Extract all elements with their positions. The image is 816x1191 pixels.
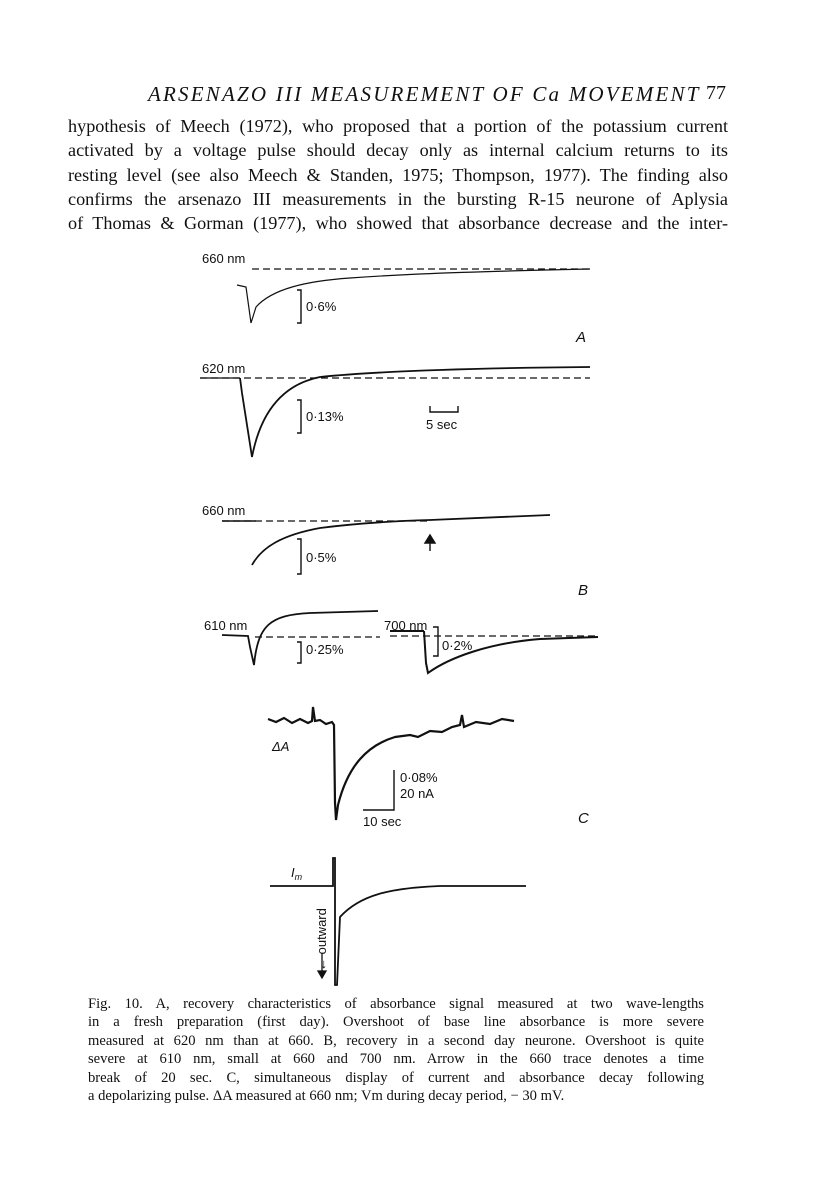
label-a-620-scale: 0·13% bbox=[306, 409, 344, 424]
figure-caption bbox=[88, 995, 704, 1105]
scale-bar-b-660 bbox=[297, 539, 301, 574]
panel-letter-a: A bbox=[576, 329, 587, 346]
label-a-660-scale: 0·6% bbox=[306, 299, 337, 314]
trace-b-660nm bbox=[222, 515, 550, 565]
scale-bar-a-620 bbox=[297, 400, 301, 433]
trace-a-620nm bbox=[200, 367, 590, 457]
label-c-outward: ← outward bbox=[314, 908, 329, 971]
scale-bar-b-700 bbox=[433, 627, 438, 656]
body-paragraph bbox=[68, 114, 728, 235]
caption-line: in a fresh preparation (first day). Overshoot of base line absorbance is more severe bbox=[88, 1014, 704, 1031]
body-line: hypothesis of Meech (1972), who proposed that a portion of the potassium current bbox=[68, 116, 728, 136]
label-c-im-sub: m bbox=[294, 872, 303, 882]
label-c-current-scale: 20 nA bbox=[400, 786, 434, 801]
label-a-620nm: 620 nm bbox=[202, 361, 246, 376]
running-title: ARSENAZO III MEASUREMENT OF Ca MOVEMENT bbox=[148, 82, 701, 106]
label-c-delta-a: ΔA bbox=[272, 739, 290, 754]
trace-a-660nm bbox=[237, 269, 590, 323]
label-c-im bbox=[291, 865, 303, 882]
caption-line: a depolarizing pulse. ΔA measured at 660 nm; Vm during decay period, − 30 mV. bbox=[88, 1088, 565, 1105]
body-line: activated by a voltage pulse should decay only as internal calcium returns to its bbox=[68, 140, 728, 161]
scale-bar-a-660 bbox=[297, 290, 301, 323]
label-c-time-scale: 10 sec bbox=[363, 814, 402, 829]
scale-bar-c bbox=[363, 770, 394, 810]
label-b-660nm: 660 nm bbox=[202, 503, 246, 518]
body-line: of Thomas & Gorman (1977), who showed that absorbance decrease and the inter- bbox=[68, 213, 728, 234]
label-a-time-scale: 5 sec bbox=[426, 417, 458, 432]
caption-line: Fig. 10. A, recovery characteristics of absorbance signal measured at two wave-lengths bbox=[88, 996, 704, 1012]
body-line: confirms the arsenazo III measurements in the bursting R-15 neurone of Aplysia bbox=[68, 188, 728, 209]
caption-line: severe at 610 nm, small at 660 and 700 nm. Arrow in the 660 trace denotes a time bbox=[88, 1051, 704, 1068]
figure-10-traces bbox=[180, 245, 620, 1005]
label-b-700nm: 700 nm bbox=[384, 618, 428, 633]
figure-10 bbox=[180, 245, 620, 1005]
trace-c-absorbance bbox=[268, 707, 514, 820]
label-c-absorbance-scale: 0·08% bbox=[400, 770, 438, 785]
time-scale-bar-a bbox=[430, 406, 458, 412]
page-number: 77 bbox=[706, 82, 726, 104]
panel-letter-c: C bbox=[578, 810, 589, 827]
label-c-im-main: I bbox=[291, 865, 295, 880]
caption-line: measured at 620 nm than at 660. B, recovery in a second day neurone. Overshoot is quite bbox=[88, 1032, 704, 1049]
label-b-610nm: 610 nm bbox=[204, 618, 248, 633]
label-b-700-scale: 0·2% bbox=[442, 638, 473, 653]
label-b-660-scale: 0·5% bbox=[306, 550, 337, 565]
panel-letter-b: B bbox=[578, 582, 589, 599]
time-break-arrow-icon bbox=[425, 535, 435, 551]
label-a-660nm: 660 nm bbox=[202, 251, 246, 266]
body-line: resting level (see also Meech & Standen, 1975; Thompson, 1977). The finding also bbox=[68, 164, 728, 185]
trace-c-current bbox=[270, 858, 526, 985]
label-b-610-scale: 0·25% bbox=[306, 642, 344, 657]
trace-b-700nm bbox=[390, 631, 598, 673]
scale-bar-b-610 bbox=[297, 642, 301, 663]
caption-line: break of 20 sec. C, simultaneous display of current and absorbance decay following bbox=[88, 1069, 704, 1086]
page-header bbox=[68, 82, 738, 108]
